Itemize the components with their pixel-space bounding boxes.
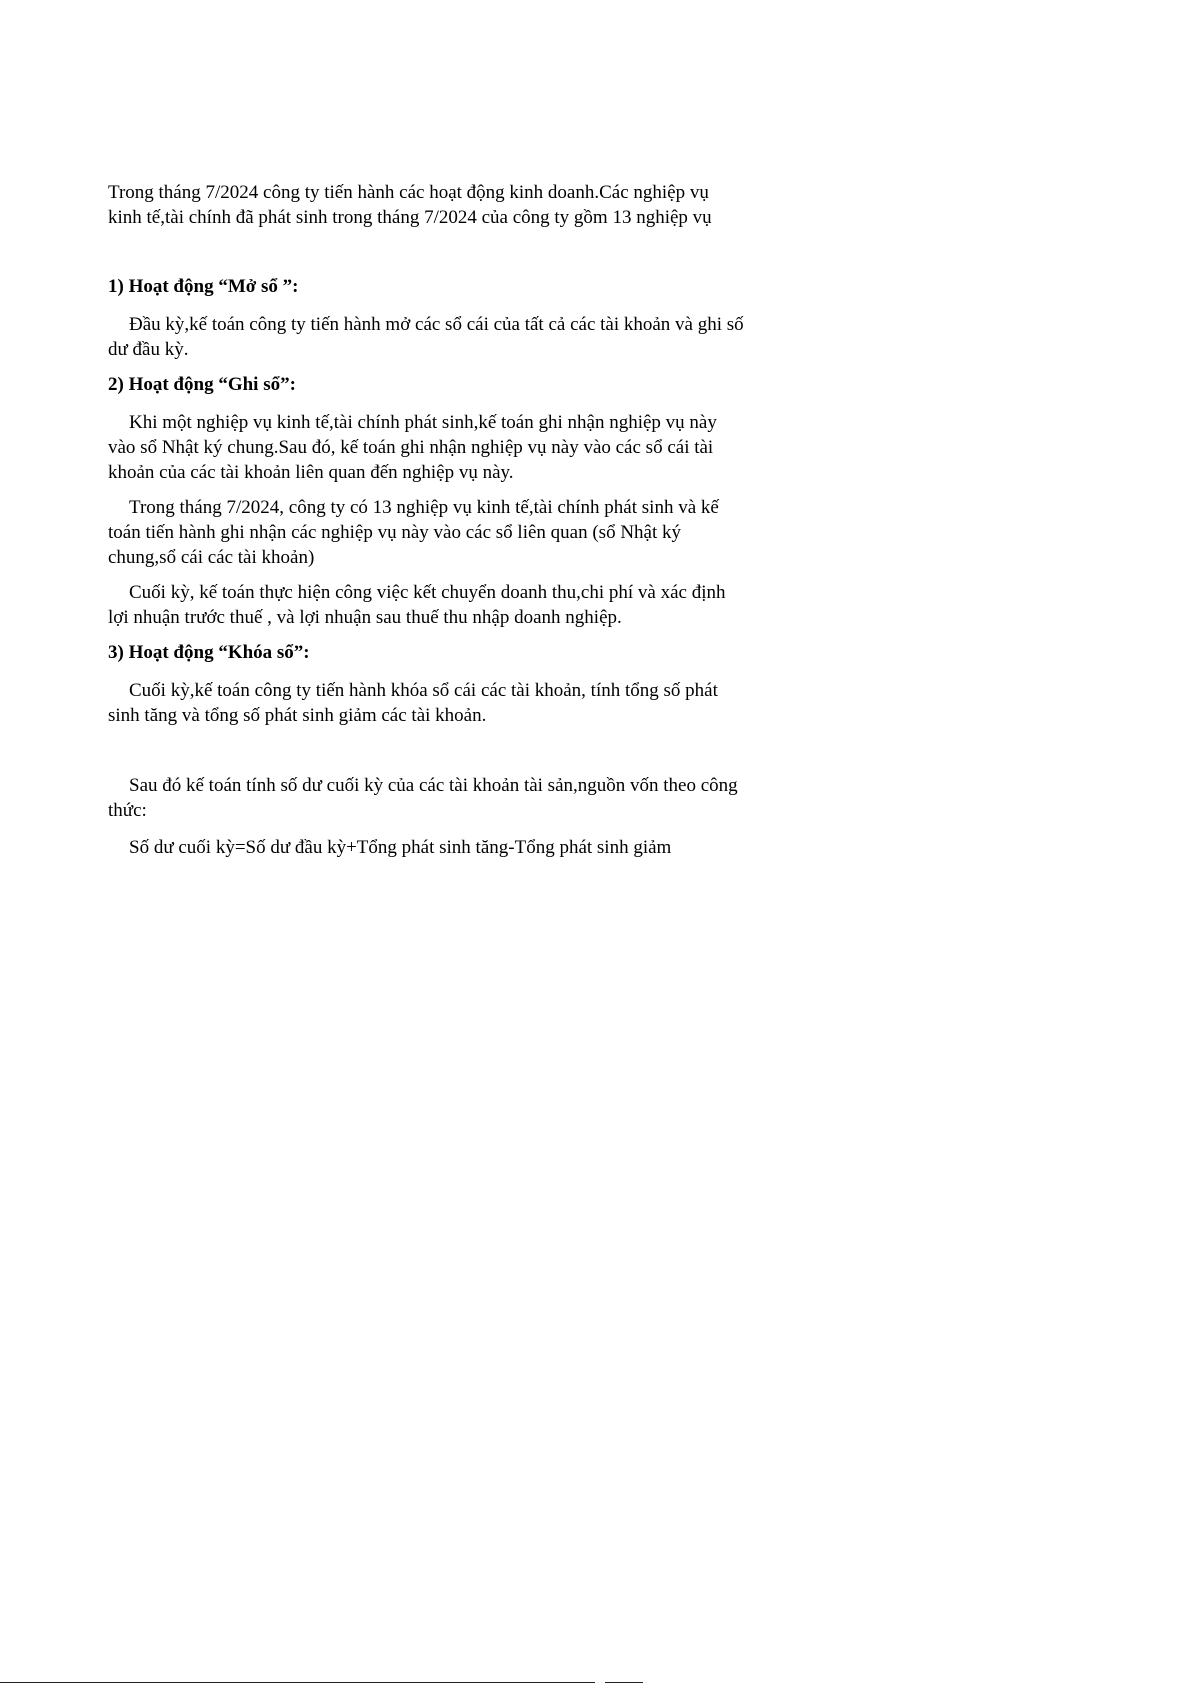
paragraph-line: chung,sổ cái các tài khoản) <box>108 547 315 568</box>
section-3-paragraph-2 <box>108 773 820 823</box>
paragraph-line: sinh tăng và tổng số phát sinh giảm các tài khoản. <box>108 705 487 726</box>
paragraph-line: thức: <box>108 800 147 821</box>
section-2-paragraph-1 <box>108 410 820 485</box>
section-1-heading: 1) Hoạt động “Mở sổ ”: <box>108 276 299 297</box>
section-2-paragraph-2 <box>108 495 820 570</box>
footer-divider-short <box>605 1682 643 1683</box>
paragraph-line: lợi nhuận trước thuế , và lợi nhuận sau thuế thu nhập doanh nghiệp. <box>108 607 622 628</box>
paragraph-line: Cuối kỳ,kế toán công ty tiến hành khóa sổ cái các tài khoản, tính tổng số phát <box>129 680 718 701</box>
section-1-paragraph <box>108 312 820 362</box>
paragraph-line: Đầu kỳ,kế toán công ty tiến hành mở các sổ cái của tất cả các tài khoản và ghi số <box>129 314 744 335</box>
intro-line: Trong tháng 7/2024 công ty tiến hành các hoạt động kinh doanh.Các nghiệp vụ <box>108 182 709 203</box>
paragraph-line: khoản của các tài khoản liên quan đến nghiệp vụ này. <box>108 462 514 483</box>
intro-line: kinh tế,tài chính đã phát sinh trong tháng 7/2024 của công ty gồm 13 nghiệp vụ <box>108 207 712 228</box>
section-3-heading: 3) Hoạt động “Khóa sổ”: <box>108 642 310 663</box>
paragraph-line: Khi một nghiệp vụ kinh tế,tài chính phát sinh,kế toán ghi nhận nghiệp vụ này <box>129 412 717 433</box>
footer-divider <box>0 1682 595 1683</box>
paragraph-line: Trong tháng 7/2024, công ty có 13 nghiệp vụ kinh tế,tài chính phát sinh và kế <box>129 497 719 518</box>
formula-paragraph <box>108 835 820 860</box>
section-2-paragraph-3 <box>108 580 820 630</box>
paragraph-line: Cuối kỳ, kế toán thực hiện công việc kết chuyển doanh thu,chi phí và xác định <box>129 582 726 603</box>
paragraph-line: dư đầu kỳ. <box>108 339 189 360</box>
paragraph-line: toán tiến hành ghi nhận các nghiệp vụ này vào các sổ liên quan (sổ Nhật ký <box>108 522 681 543</box>
section-3-paragraph-1 <box>108 678 820 728</box>
formula-text: Số dư cuối kỳ=Số dư đầu kỳ+Tổng phát sinh tăng-Tổng phát sinh giảm <box>129 837 672 858</box>
document-page <box>108 180 820 860</box>
paragraph-line: Sau đó kế toán tính số dư cuối kỳ của các tài khoản tài sản,nguồn vốn theo công <box>129 775 738 796</box>
intro-paragraph <box>108 180 820 230</box>
section-2-heading: 2) Hoạt động “Ghi sổ”: <box>108 374 296 395</box>
paragraph-line: vào sổ Nhật ký chung.Sau đó, kế toán ghi nhận nghiệp vụ này vào các sổ cái tài <box>108 437 714 458</box>
